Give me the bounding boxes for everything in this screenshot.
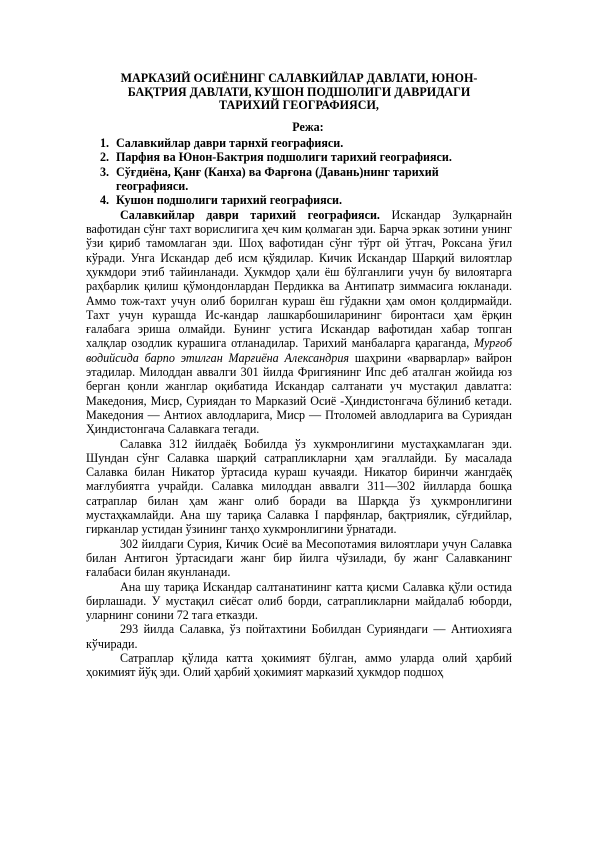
plan-item-text: Парфия ва Юнон-Бактрия подшолиги тарихий географияси. (116, 150, 452, 165)
paragraph (86, 208, 512, 437)
title-line-2: БАҚТРИЯ ДАВЛАТИ, КУШОН ПОДШОЛИГИ ДАВРИДАГИ (127, 84, 471, 99)
plan-item (86, 150, 512, 164)
plan-item-number: 3. (100, 164, 110, 179)
title-line-1: МАРКАЗИЙ ОСИЁНИНГ САЛАВКИЙЛАР ДАВЛАТИ, ЮНОН- (120, 71, 478, 85)
plan-item-number: 1. (100, 135, 110, 150)
plan-item-number: 2. (100, 150, 110, 165)
plan-item-text: Салавкийлар даври тарнхй географияси. (116, 135, 344, 150)
paragraph: Салавка 312 йилдаёқ Бобилда ўз хукмронлигини мустаҳкамлаган эди. Шундан сўнг Салавка шарқий сатрапликларни ҳам эгаллайди. Бу масалада Салавка билан Никатор ўртасида кураш кучаяди. Никатор биринчи жангдаёқ мағлубиятга учрайди. Салавка милоддан аввалги 311—302 йилларда бошқа сатраплар билан ҳам жанг олиб боради ва Шарқда ўз ҳукмронлигини мустаҳкамлайди. Ана шу тариқа Салавка I парфянлар, бақтриялик, сўғдийлар, гирканлар устидан ўзининг танҳо хукмронлигини ўрнатади. (86, 436, 512, 537)
plan-item-text: Сўғдиёна, Қанғ (Канха) ва Фарғона (Давань)нинг тарихий географияси. (116, 164, 439, 193)
section-lead: Салавкийлар даври тарихий географияси. (120, 207, 380, 222)
paragraph: Ана шу тариқа Искандар салтанатининг катта қисми Салавка қўли остида бирлашади. У мустақил сиёсат олиб борди, сатрапликларни майдалаб юборди, уларнинг сонини 72 тага етказди. (86, 579, 512, 623)
paragraph: 302 йилдаги Сурия, Кичик Осиё ва Месопотамия вилоятлари учун Салавка билан Антигон ўртасидаги жанг бир йилга чўзилади, бу жанг Салавканинг ғалабаси билан якунланади. (86, 536, 512, 580)
plan-heading: Режа: (292, 119, 324, 134)
body-text (86, 208, 512, 680)
plan-item-text: Кушон подшолиги тарихий географияси. (116, 193, 342, 208)
italic-place-name: Мурғоб водийсида барпо этилган Марғиёна Александрия (86, 336, 512, 365)
paragraph-text: шаҳрини «варварлар» вайрон этадилар. Милоддан аввалги 301 йилда Фригиянинг Ипс деб аталган жойида юз берган қонли жанглар оқибатида Искандар салтанати уч мустақил давлатга: Македония, Миср, Суриядан то Марказий Осиё -Ҳиндистонгача бўлиниб кетади. Македония — Антиох авлодларига, Миср — Птоломей авлодларига ва Суриядан Ҳиндистонгача Салавкага тегади. (86, 350, 512, 437)
paragraph-text: Искандар Зулқарнайн вафотидан сўнг тахт ворислигига ҳеч ким қолмаган эди. Барча эркак зотини унинг ўзи қириб тамомлаган эди. Шоҳ вафотидан сўнг тўрт ой ўтгач, Роксана ўғил кўради. Унга Искандар деб исм қўядилар. Кичик Искандар Шарқий вилоятлар ҳукмдори этиб тайинланади. Ҳукмдор ҳали ёш бўлганлиги учун бу вилоятарга раҳбарлик қилиш қўмондонлардан Пердикка ва Антипатр зиммасига юкланади. Аммо тож-тахт учун олиб борилган кураш ёш гўдакни ҳам омон қолдирмайди. Тахт учун курашда Ис-кандар лашкарбошиларининг биронтаси ҳам ёрқин ғалабага эриша олмайди. Бунинг устига Искандар вафотидан хабар топган халқлар озодлик курашига отланадилар. Тарихий манбаларга қараганда, (86, 207, 513, 351)
page-title (92, 72, 506, 113)
title-line-3: ТАРИХИЙ ГЕОГРАФИЯСИ, (219, 98, 379, 113)
plan-list (86, 136, 512, 208)
plan-item (86, 193, 512, 207)
paragraph: 293 йилда Салавка, ўз пойтахтини Бобилдан Сурияндаги — Антиохияга кўчиради. (86, 622, 512, 651)
paragraph: Сатраплар қўлида катта ҳокимият бўлган, аммо уларда олий ҳарбий ҳокимият йўқ эди. Олий ҳарбий ҳокимият марказий ҳукмдор подшоҳ (86, 651, 512, 680)
plan-item-number: 4. (100, 193, 110, 208)
plan-item (86, 165, 512, 194)
plan-item (86, 136, 512, 150)
